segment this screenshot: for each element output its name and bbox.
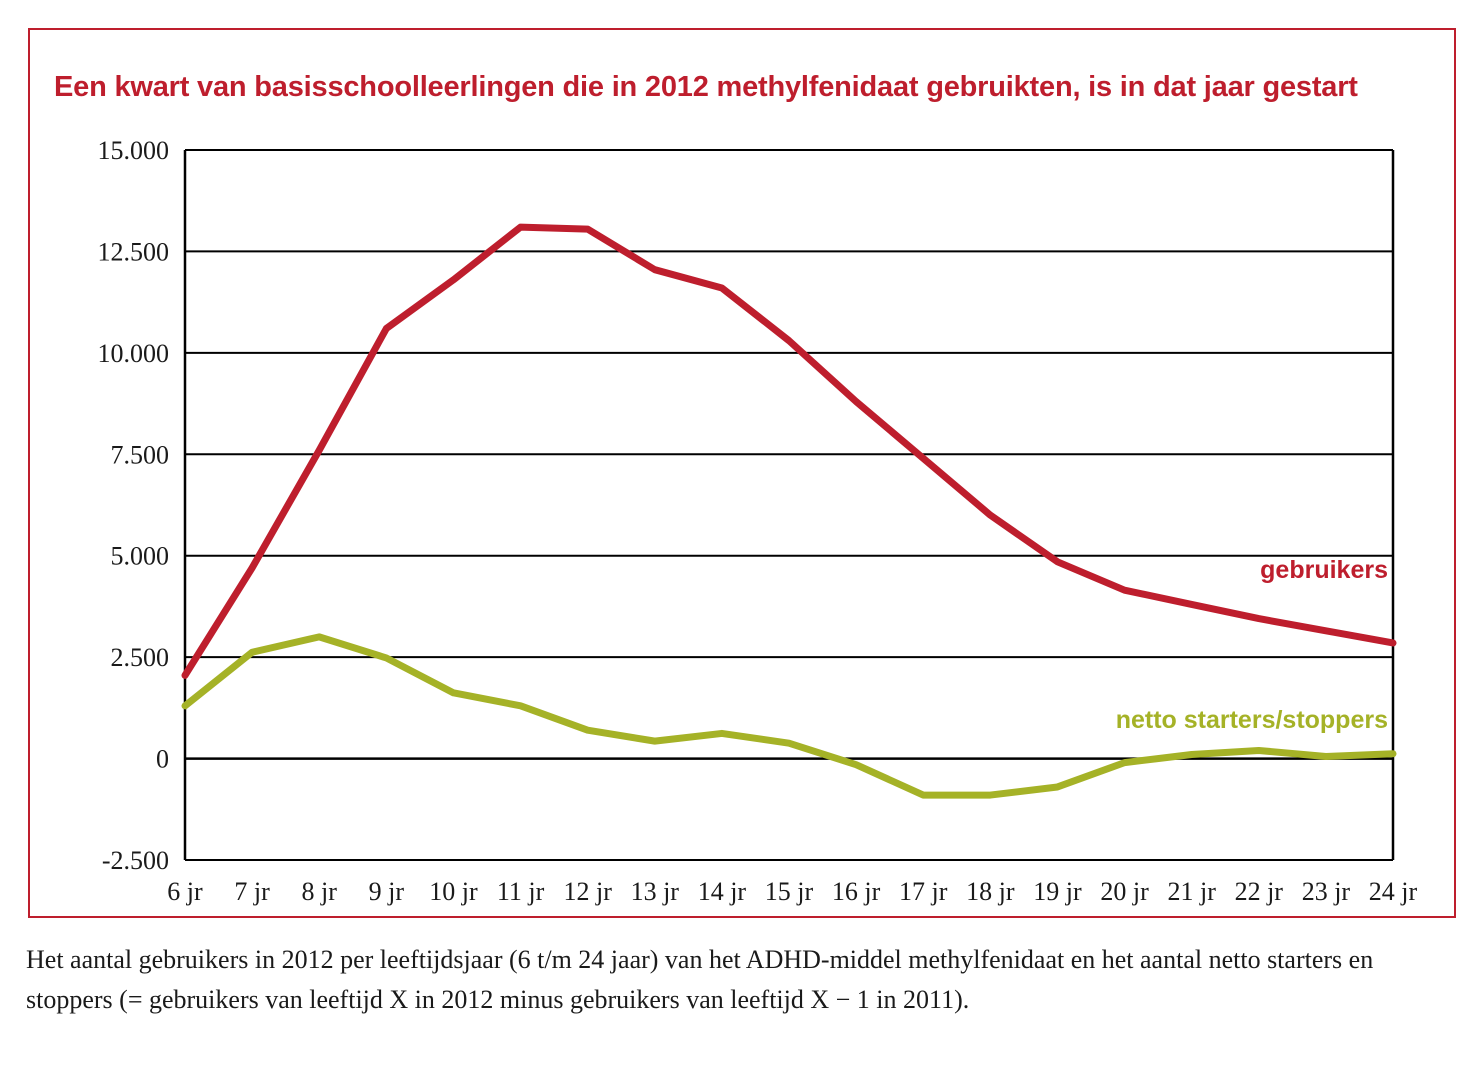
y-axis-tick-label: 12.500 (97, 237, 169, 267)
x-axis-tick-label: 19 jr (1033, 877, 1082, 906)
y-axis-tick-label: 2.500 (110, 643, 169, 673)
series-line-gebruikers (185, 227, 1393, 675)
x-axis-tick-label: 11 jr (496, 877, 545, 906)
x-axis-tick-label: 10 jr (429, 877, 478, 906)
x-axis-tick-label: 18 jr (966, 877, 1015, 906)
x-axis-tick-label: 16 jr (831, 877, 881, 906)
y-axis-tick-label: 0 (156, 744, 169, 774)
x-axis-tick-label: 8 jr (301, 877, 337, 906)
y-axis-tick-label: 10.000 (97, 338, 169, 368)
x-axis-tick-label: 20 jr (1100, 877, 1149, 906)
x-axis-tick-label: 6 jr (167, 877, 203, 906)
series-label-netto-starters-stoppers: netto starters/stoppers (1115, 706, 1388, 734)
x-axis-tick-label: 21 jr (1167, 877, 1216, 906)
y-axis-tick-label: 15.000 (97, 136, 169, 165)
x-axis-tick-label: 14 jr (697, 877, 747, 906)
chart-frame (28, 28, 1456, 918)
x-axis-tick-label: 13 jr (630, 877, 679, 906)
y-axis-tick-label: 5.000 (110, 541, 169, 571)
y-axis-tick-label: 7.500 (110, 440, 169, 470)
x-axis-tick-label: 15 jr (764, 877, 814, 906)
x-axis-tick-label: 24 jr (1368, 877, 1418, 906)
x-axis-tick-label: 7 jr (234, 877, 270, 906)
figure-caption: Het aantal gebruikers in 2012 per leeftijdsjaar (6 t/m 24 jaar) van het ADHD-middel methylfenidaat en het aantal netto starters en stoppers (= gebruikers van leeftijd X in 2012 minus gebruikers van leeftijd X − 1 in 2011). (26, 945, 1374, 1015)
chart-title: Een kwart van basisschoolleerlingen die in 2012 methylfenidaat gebruikten, is in dat jaar gestart (54, 71, 1358, 103)
x-axis-tick-label: 17 jr (899, 877, 948, 906)
line-chart-svg (30, 30, 1454, 916)
plot-area (30, 30, 1454, 916)
x-axis-tick-label: 12 jr (563, 877, 612, 906)
x-axis-tick-label: 23 jr (1301, 877, 1351, 906)
y-axis-tick-label: -2.500 (101, 846, 169, 875)
series-label-gebruikers: gebruikers (1260, 556, 1388, 585)
x-axis-tick-label: 9 jr (368, 877, 405, 906)
x-axis-tick-label: 22 jr (1234, 877, 1283, 906)
